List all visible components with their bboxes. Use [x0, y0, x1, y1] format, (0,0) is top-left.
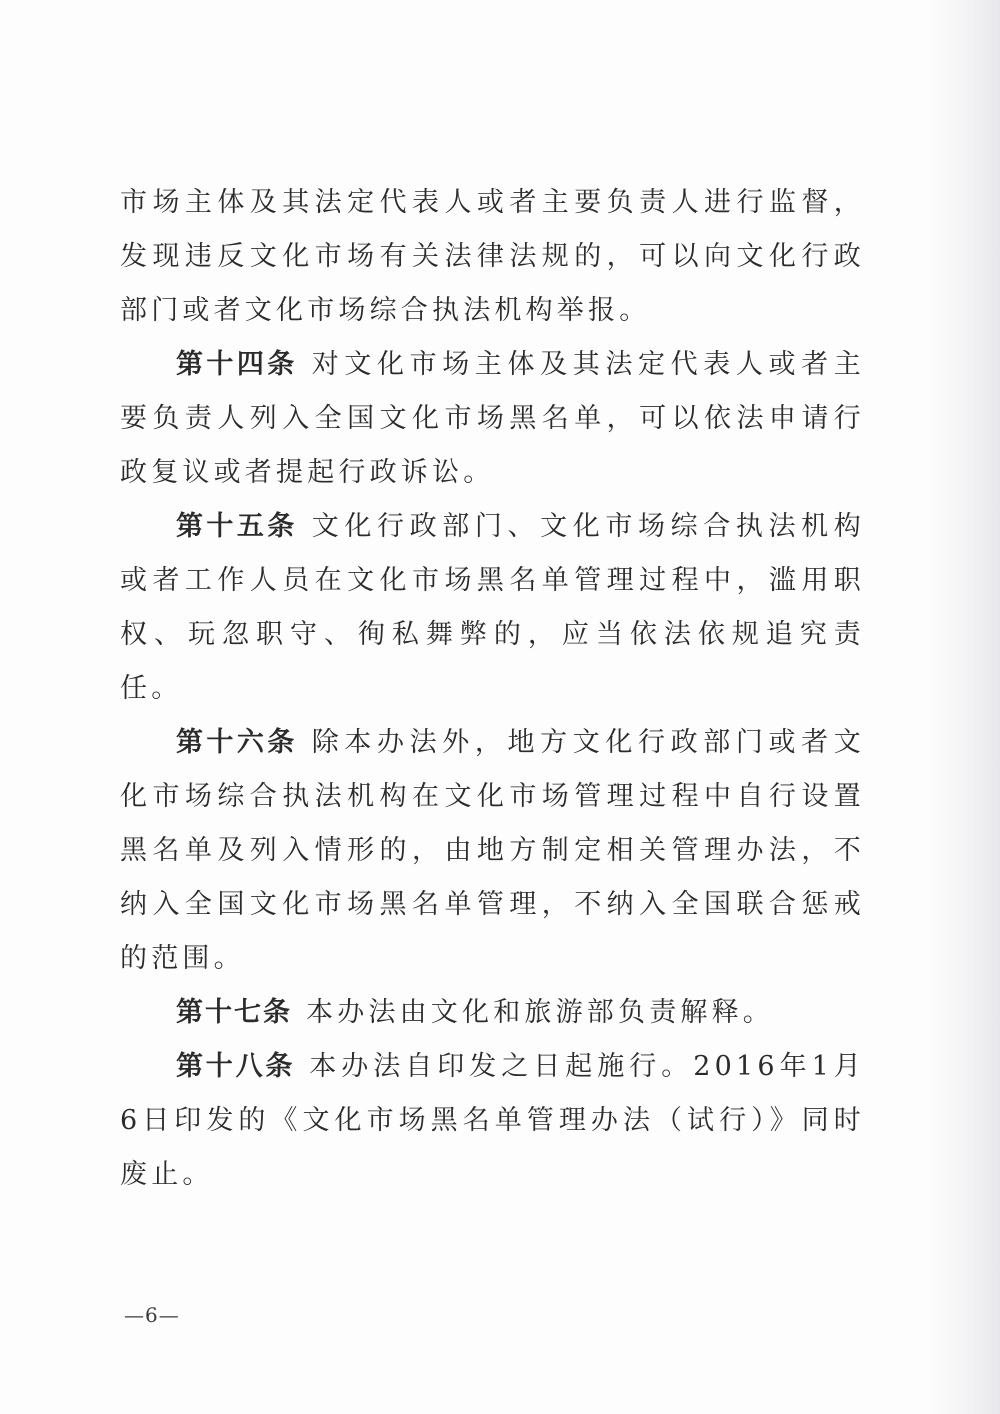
- article-heading: 第十五条: [176, 511, 298, 542]
- article-heading: 第十七条: [176, 997, 292, 1028]
- paragraph-article-18: [120, 1040, 865, 1202]
- document-body: [120, 176, 865, 1202]
- paragraph-text: 市场主体及其法定代表人或者主要负责人进行监督，发现违反文化市场有关法律法规的，可以向文化行政部门或者文化市场综合执法机构举报。: [120, 187, 865, 326]
- page-number: —6—: [124, 1303, 180, 1327]
- paragraph-text: 本办法自印发之日起施行。2016年1月6日印发的《文化市场黑名单管理办法（试行）》同时废止。: [120, 1051, 866, 1190]
- article-heading: 第十四条: [176, 349, 298, 380]
- paragraph-article-15: [120, 500, 865, 716]
- paragraph-article-17: [120, 986, 865, 1040]
- paragraph-text: 对文化市场主体及其法定代表人或者主要负责人列入全国文化市场黑名单，可以依法申请行政复议或者提起行政诉讼。: [120, 349, 865, 488]
- article-heading: 第十八条: [176, 1051, 296, 1082]
- paragraph-text: 文化行政部门、文化市场综合执法机构或者工作人员在文化市场黑名单管理过程中，滥用职权、玩忽职守、徇私舞弊的，应当依法依规追究责任。: [120, 511, 865, 704]
- paragraph-continuation: [120, 176, 865, 338]
- article-heading: 第十六条: [176, 727, 298, 758]
- paragraph-article-14: [120, 338, 865, 500]
- paragraph-text: 本办法由文化和旅游部负责解释。: [306, 997, 774, 1028]
- paragraph-text: 除本办法外，地方文化行政部门或者文化市场综合执法机构在文化市场管理过程中自行设置黑名单及列入情形的，由地方制定相关管理办法，不纳入全国文化市场黑名单管理，不纳入全国联合惩戒的范围。: [120, 727, 865, 974]
- paragraph-article-16: [120, 716, 865, 986]
- page-edge-shadow: [930, 0, 1000, 1414]
